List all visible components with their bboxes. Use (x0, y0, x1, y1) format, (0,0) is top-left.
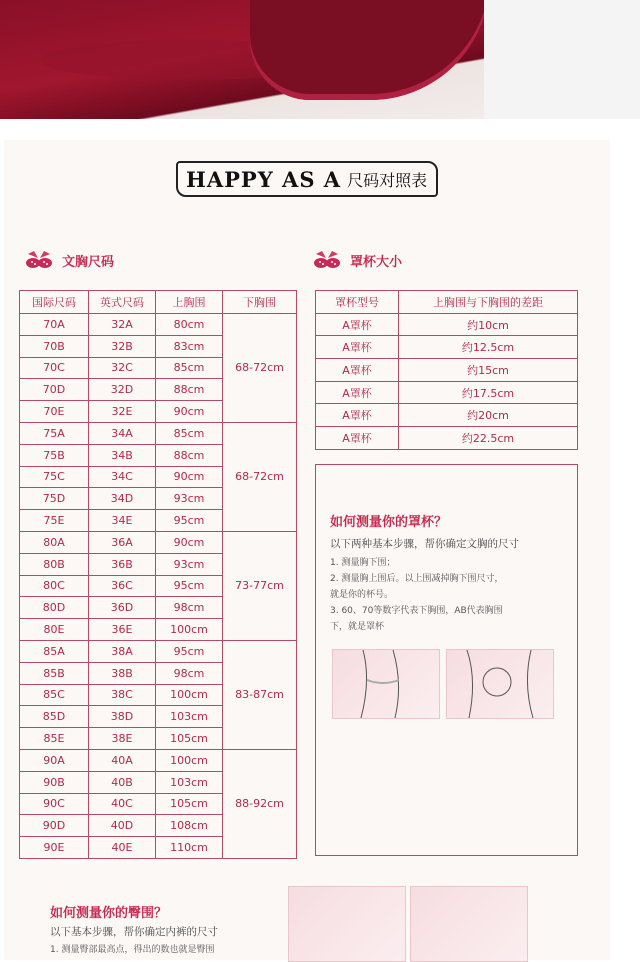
page-title (176, 161, 438, 197)
table-cell: A罩杯 (316, 336, 399, 359)
table-cell: 90A (20, 749, 89, 771)
table-cell: 90C (20, 793, 89, 815)
table-cell: 36D (89, 597, 156, 619)
cup-size-table (315, 290, 578, 450)
table-cell: 108cm (156, 815, 223, 837)
table-cell: 103cm (156, 706, 223, 728)
cup-section-header (312, 250, 402, 270)
title-cn: 尺码对照表 (347, 170, 428, 190)
table-cell: 105cm (156, 793, 223, 815)
hip-guide-title: 如何测量你的臀围？ (50, 906, 168, 921)
table-cell: 70E (20, 401, 89, 423)
table-cell: 36B (89, 553, 156, 575)
cup-guide-subtitle: 以下两种基本步骤，帮你确定文胸的尺寸 (330, 538, 519, 550)
table-cell: 80C (20, 575, 89, 597)
table-cell: 80D (20, 597, 89, 619)
table-row (20, 749, 297, 771)
table-cell: 105cm (156, 728, 223, 750)
table-cell: A罩杯 (316, 404, 399, 427)
table-row (20, 314, 297, 336)
cup-measure-guide (315, 464, 578, 856)
table-header-row (20, 291, 297, 314)
table-cell: 约12.5cm (399, 336, 578, 359)
table-header-row (316, 291, 578, 314)
bra-size-table (19, 290, 297, 859)
table-row (316, 313, 578, 336)
col-cup-type: 罩杯型号 (316, 291, 399, 314)
table-cell: 34A (89, 422, 156, 444)
table-cell: 90cm (156, 531, 223, 553)
table-cell: 32A (89, 314, 156, 336)
table-cell: 100cm (156, 749, 223, 771)
hip-measure-guide (20, 872, 610, 960)
col-intl-size: 国际尺码 (20, 291, 89, 314)
table-row (20, 422, 297, 444)
table-cell: A罩杯 (316, 381, 399, 404)
table-row (316, 404, 578, 427)
size-section-label: 文胸尺码 (62, 254, 115, 270)
col-difference: 上胸围与下胸围的差距 (399, 291, 578, 314)
table-cell: 90cm (156, 401, 223, 423)
cup-guide-steps (330, 555, 560, 635)
table-cell: 90B (20, 771, 89, 793)
table-cell: 40B (89, 771, 156, 793)
table-cell: 93cm (156, 553, 223, 575)
table-row (316, 427, 578, 450)
table-cell: 75E (20, 510, 89, 532)
table-cell: 38B (89, 662, 156, 684)
table-cell: 75D (20, 488, 89, 510)
col-bust: 上胸围 (156, 291, 223, 314)
bust-illustration (446, 649, 554, 719)
underbust-cell: 68-72cm (223, 314, 297, 423)
table-cell: 88cm (156, 444, 223, 466)
table-cell: 98cm (156, 662, 223, 684)
table-cell: 约22.5cm (399, 427, 578, 450)
table-cell: 85cm (156, 357, 223, 379)
guide-step: 下，就是罩杯 (330, 622, 385, 632)
cup-guide-title: 如何测量你的罩杯？ (330, 515, 448, 530)
guide-step: 3. 60、70等数字代表下胸围，AB代表胸围 (330, 606, 503, 616)
table-cell: 75C (20, 466, 89, 488)
table-cell: 34E (89, 510, 156, 532)
table-cell: 38E (89, 728, 156, 750)
table-cell: 85D (20, 706, 89, 728)
table-cell: 90D (20, 815, 89, 837)
waist-illustration (410, 886, 528, 962)
title-happy: HAPPY AS A (186, 166, 342, 192)
guide-step: 就是你的杯号。 (330, 590, 394, 600)
table-row (20, 531, 297, 553)
table-cell: 32D (89, 379, 156, 401)
table-cell: A罩杯 (316, 427, 399, 450)
bra-icon (312, 250, 342, 270)
table-cell: 88cm (156, 379, 223, 401)
underbust-cell: 88-92cm (223, 749, 297, 858)
table-cell: 95cm (156, 575, 223, 597)
table-cell: 75A (20, 422, 89, 444)
table-cell: A罩杯 (316, 313, 399, 336)
table-row (20, 640, 297, 662)
table-cell: 约15cm (399, 359, 578, 382)
table-cell: 34C (89, 466, 156, 488)
table-cell: 80cm (156, 314, 223, 336)
underbust-cell: 68-72cm (223, 422, 297, 531)
table-cell: 80A (20, 531, 89, 553)
hip-illustration (288, 886, 406, 962)
table-cell: 32B (89, 335, 156, 357)
product-photo (0, 0, 484, 119)
table-cell: 98cm (156, 597, 223, 619)
table-cell: 40D (89, 815, 156, 837)
table-cell: 95cm (156, 640, 223, 662)
table-cell: 40A (89, 749, 156, 771)
table-cell: 90cm (156, 466, 223, 488)
table-cell: 34B (89, 444, 156, 466)
table-cell: A罩杯 (316, 359, 399, 382)
table-cell: 80E (20, 619, 89, 641)
table-cell: 约20cm (399, 404, 578, 427)
table-cell: 40C (89, 793, 156, 815)
guide-step: 2. 测量胸上围后。以上围减掉胸下围尺寸， (330, 574, 504, 584)
guide-step: 1. 测量臀部最高点，得出的数也就是臀围 (50, 945, 215, 955)
table-cell: 36C (89, 575, 156, 597)
table-cell: 80B (20, 553, 89, 575)
table-cell: 38A (89, 640, 156, 662)
underbust-illustration (332, 649, 440, 719)
table-cell: 90E (20, 837, 89, 859)
table-row (316, 336, 578, 359)
table-cell: 85B (20, 662, 89, 684)
table-cell: 83cm (156, 335, 223, 357)
table-cell: 70A (20, 314, 89, 336)
table-row (316, 359, 578, 382)
table-cell: 约10cm (399, 313, 578, 336)
table-row (316, 381, 578, 404)
table-cell: 70D (20, 379, 89, 401)
table-cell: 85cm (156, 422, 223, 444)
table-cell: 100cm (156, 684, 223, 706)
col-underbust: 下胸围 (223, 291, 297, 314)
table-cell: 40E (89, 837, 156, 859)
table-cell: 93cm (156, 488, 223, 510)
photo-background (484, 0, 640, 119)
hip-guide-subtitle: 以下基本步骤，帮你确定内裤的尺寸 (50, 926, 218, 938)
size-section-header (24, 250, 114, 270)
table-cell: 85E (20, 728, 89, 750)
table-cell: 85C (20, 684, 89, 706)
table-cell: 95cm (156, 510, 223, 532)
table-cell: 38C (89, 684, 156, 706)
table-cell: 36A (89, 531, 156, 553)
table-cell: 32E (89, 401, 156, 423)
table-cell: 32C (89, 357, 156, 379)
table-cell: 100cm (156, 619, 223, 641)
table-cell: 75B (20, 444, 89, 466)
table-cell: 110cm (156, 837, 223, 859)
bra-icon (24, 250, 54, 270)
col-uk-size: 英式尺码 (89, 291, 156, 314)
underbust-cell: 83-87cm (223, 640, 297, 749)
table-cell: 36E (89, 619, 156, 641)
table-cell: 70C (20, 357, 89, 379)
table-cell: 34D (89, 488, 156, 510)
table-cell: 约17.5cm (399, 381, 578, 404)
table-cell: 70B (20, 335, 89, 357)
guide-step: 1. 测量胸下围； (330, 558, 396, 568)
underbust-cell: 73-77cm (223, 531, 297, 640)
table-cell: 38D (89, 706, 156, 728)
table-cell: 103cm (156, 771, 223, 793)
table-cell: 85A (20, 640, 89, 662)
cup-section-label: 罩杯大小 (350, 254, 403, 270)
